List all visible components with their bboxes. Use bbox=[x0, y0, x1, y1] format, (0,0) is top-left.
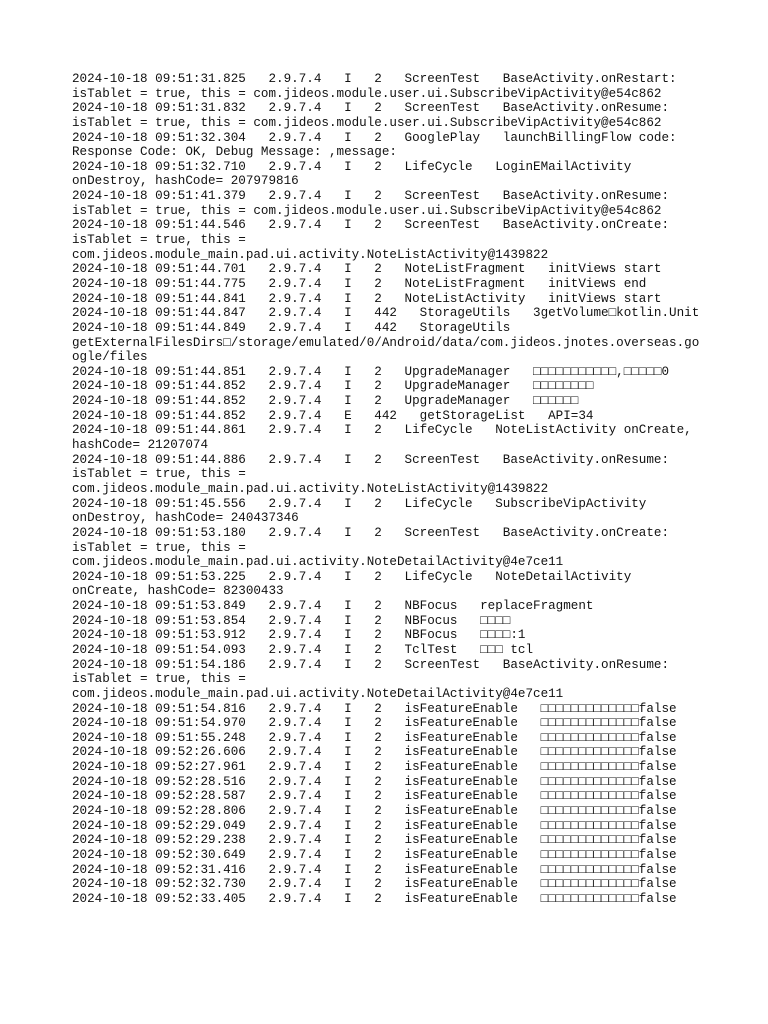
log-line: isTablet = true, this = bbox=[72, 233, 246, 248]
log-line: 2024-10-18 09:52:29.049 2.9.7.4 I 2 isFeatureEnable □□□□□□□□□□□□□false bbox=[72, 818, 677, 833]
log-line: 2024-10-18 09:51:53.225 2.9.7.4 I 2 LifeCycle NoteDetailActivity bbox=[72, 569, 632, 584]
log-line: 2024-10-18 09:51:55.248 2.9.7.4 I 2 isFeatureEnable □□□□□□□□□□□□□false bbox=[72, 730, 677, 745]
log-line: 2024-10-18 09:52:28.587 2.9.7.4 I 2 isFeatureEnable □□□□□□□□□□□□□false bbox=[72, 789, 677, 804]
log-line: 2024-10-18 09:51:54.816 2.9.7.4 I 2 isFeatureEnable □□□□□□□□□□□□□false bbox=[72, 701, 677, 716]
log-line: 2024-10-18 09:51:44.546 2.9.7.4 I 2 ScreenTest BaseActivity.onCreate: bbox=[72, 218, 670, 233]
log-line: com.jideos.module_main.pad.ui.activity.NoteDetailActivity@4e7ce11 bbox=[72, 686, 564, 701]
log-line: 2024-10-18 09:51:41.379 2.9.7.4 I 2 ScreenTest BaseActivity.onResume: bbox=[72, 189, 670, 204]
log-line: 2024-10-18 09:51:44.851 2.9.7.4 I 2 UpgradeManager □□□□□□□□□□□,□□□□□0 bbox=[72, 364, 670, 379]
log-line: 2024-10-18 09:52:31.416 2.9.7.4 I 2 isFeatureEnable □□□□□□□□□□□□□false bbox=[72, 862, 677, 877]
log-line: hashCode= 21207074 bbox=[72, 438, 209, 453]
log-line: com.jideos.module_main.pad.ui.activity.NoteListActivity@1439822 bbox=[72, 247, 549, 262]
log-line: 2024-10-18 09:52:28.806 2.9.7.4 I 2 isFeatureEnable □□□□□□□□□□□□□false bbox=[72, 804, 677, 819]
log-line: onCreate, hashCode= 82300433 bbox=[72, 584, 284, 599]
log-line: 2024-10-18 09:51:44.701 2.9.7.4 I 2 NoteListFragment initViews start bbox=[72, 262, 662, 277]
log-line: 2024-10-18 09:52:27.961 2.9.7.4 I 2 isFeatureEnable □□□□□□□□□□□□□false bbox=[72, 760, 677, 775]
log-line: isTablet = true, this = bbox=[72, 467, 246, 482]
log-line: 2024-10-18 09:51:44.847 2.9.7.4 I 442 StorageUtils 3getVolume□kotlin.Unit bbox=[72, 306, 700, 321]
log-line: 2024-10-18 09:51:44.861 2.9.7.4 I 2 LifeCycle NoteListActivity onCreate, bbox=[72, 423, 692, 438]
log-line: 2024-10-18 09:51:44.852 2.9.7.4 I 2 UpgradeManager □□□□□□ bbox=[72, 394, 579, 409]
log-line: 2024-10-18 09:51:31.825 2.9.7.4 I 2 ScreenTest BaseActivity.onRestart: bbox=[72, 72, 677, 86]
log-line: isTablet = true, this = bbox=[72, 672, 246, 687]
log-line: 2024-10-18 09:51:53.849 2.9.7.4 I 2 NBFocus replaceFragment bbox=[72, 599, 594, 614]
log-line: 2024-10-18 09:51:53.180 2.9.7.4 I 2 ScreenTest BaseActivity.onCreate: bbox=[72, 525, 670, 540]
log-line: 2024-10-18 09:51:32.304 2.9.7.4 I 2 GooglePlay launchBillingFlow code: bbox=[72, 130, 677, 145]
log-line: 2024-10-18 09:52:30.649 2.9.7.4 I 2 isFeatureEnable □□□□□□□□□□□□□false bbox=[72, 847, 677, 862]
log-line: isTablet = true, this = bbox=[72, 540, 246, 555]
log-line: 2024-10-18 09:51:44.886 2.9.7.4 I 2 ScreenTest BaseActivity.onResume: bbox=[72, 452, 670, 467]
log-document bbox=[72, 72, 712, 907]
log-line: 2024-10-18 09:51:44.775 2.9.7.4 I 2 NoteListFragment initViews end bbox=[72, 276, 647, 291]
log-line: 2024-10-18 09:51:44.849 2.9.7.4 I 442 StorageUtils bbox=[72, 320, 511, 335]
log-line: 2024-10-18 09:51:45.556 2.9.7.4 I 2 LifeCycle SubscribeVipActivity bbox=[72, 496, 647, 511]
log-line: 2024-10-18 09:52:33.405 2.9.7.4 I 2 isFeatureEnable □□□□□□□□□□□□□false bbox=[72, 891, 677, 906]
log-line: getExternalFilesDirs□/storage/emulated/0/Android/data/com.jideos.jnotes.overseas.go bbox=[72, 335, 700, 350]
log-line: com.jideos.module_main.pad.ui.activity.NoteDetailActivity@4e7ce11 bbox=[72, 555, 564, 570]
log-line: 2024-10-18 09:52:32.730 2.9.7.4 I 2 isFeatureEnable □□□□□□□□□□□□□false bbox=[72, 877, 677, 892]
log-line: onDestroy, hashCode= 240437346 bbox=[72, 511, 299, 526]
log-line: 2024-10-18 09:51:54.093 2.9.7.4 I 2 TclTest □□□ tcl bbox=[72, 642, 534, 657]
log-line: 2024-10-18 09:51:44.852 2.9.7.4 E 442 getStorageList API=34 bbox=[72, 408, 594, 423]
log-line: 2024-10-18 09:52:29.238 2.9.7.4 I 2 isFeatureEnable □□□□□□□□□□□□□false bbox=[72, 833, 677, 848]
log-line: ogle/files bbox=[72, 350, 148, 365]
log-line: 2024-10-18 09:52:26.606 2.9.7.4 I 2 isFeatureEnable □□□□□□□□□□□□□false bbox=[72, 745, 677, 760]
log-line: Response Code: OK, Debug Message: ,message: bbox=[72, 145, 397, 160]
log-line: 2024-10-18 09:51:53.912 2.9.7.4 I 2 NBFocus □□□□:1 bbox=[72, 628, 526, 643]
log-line: isTablet = true, this = com.jideos.module.user.ui.SubscribeVipActivity@e54c862 bbox=[72, 203, 662, 218]
log-line: com.jideos.module_main.pad.ui.activity.NoteListActivity@1439822 bbox=[72, 481, 549, 496]
log-line: 2024-10-18 09:51:54.970 2.9.7.4 I 2 isFeatureEnable □□□□□□□□□□□□□false bbox=[72, 716, 677, 731]
log-line: 2024-10-18 09:51:32.710 2.9.7.4 I 2 LifeCycle LoginEMailActivity bbox=[72, 159, 632, 174]
log-line: isTablet = true, this = com.jideos.module.user.ui.SubscribeVipActivity@e54c862 bbox=[72, 86, 662, 101]
log-line: isTablet = true, this = com.jideos.module.user.ui.SubscribeVipActivity@e54c862 bbox=[72, 115, 662, 130]
log-line: 2024-10-18 09:51:54.186 2.9.7.4 I 2 ScreenTest BaseActivity.onResume: bbox=[72, 657, 670, 672]
log-line: 2024-10-18 09:51:53.854 2.9.7.4 I 2 NBFocus □□□□ bbox=[72, 613, 511, 628]
log-line: 2024-10-18 09:51:31.832 2.9.7.4 I 2 ScreenTest BaseActivity.onResume: bbox=[72, 101, 670, 116]
log-line: 2024-10-18 09:51:44.841 2.9.7.4 I 2 NoteListActivity initViews start bbox=[72, 291, 662, 306]
log-line: 2024-10-18 09:52:28.516 2.9.7.4 I 2 isFeatureEnable □□□□□□□□□□□□□false bbox=[72, 774, 677, 789]
log-line: 2024-10-18 09:51:44.852 2.9.7.4 I 2 UpgradeManager □□□□□□□□ bbox=[72, 379, 594, 394]
log-line: onDestroy, hashCode= 207979816 bbox=[72, 174, 299, 189]
